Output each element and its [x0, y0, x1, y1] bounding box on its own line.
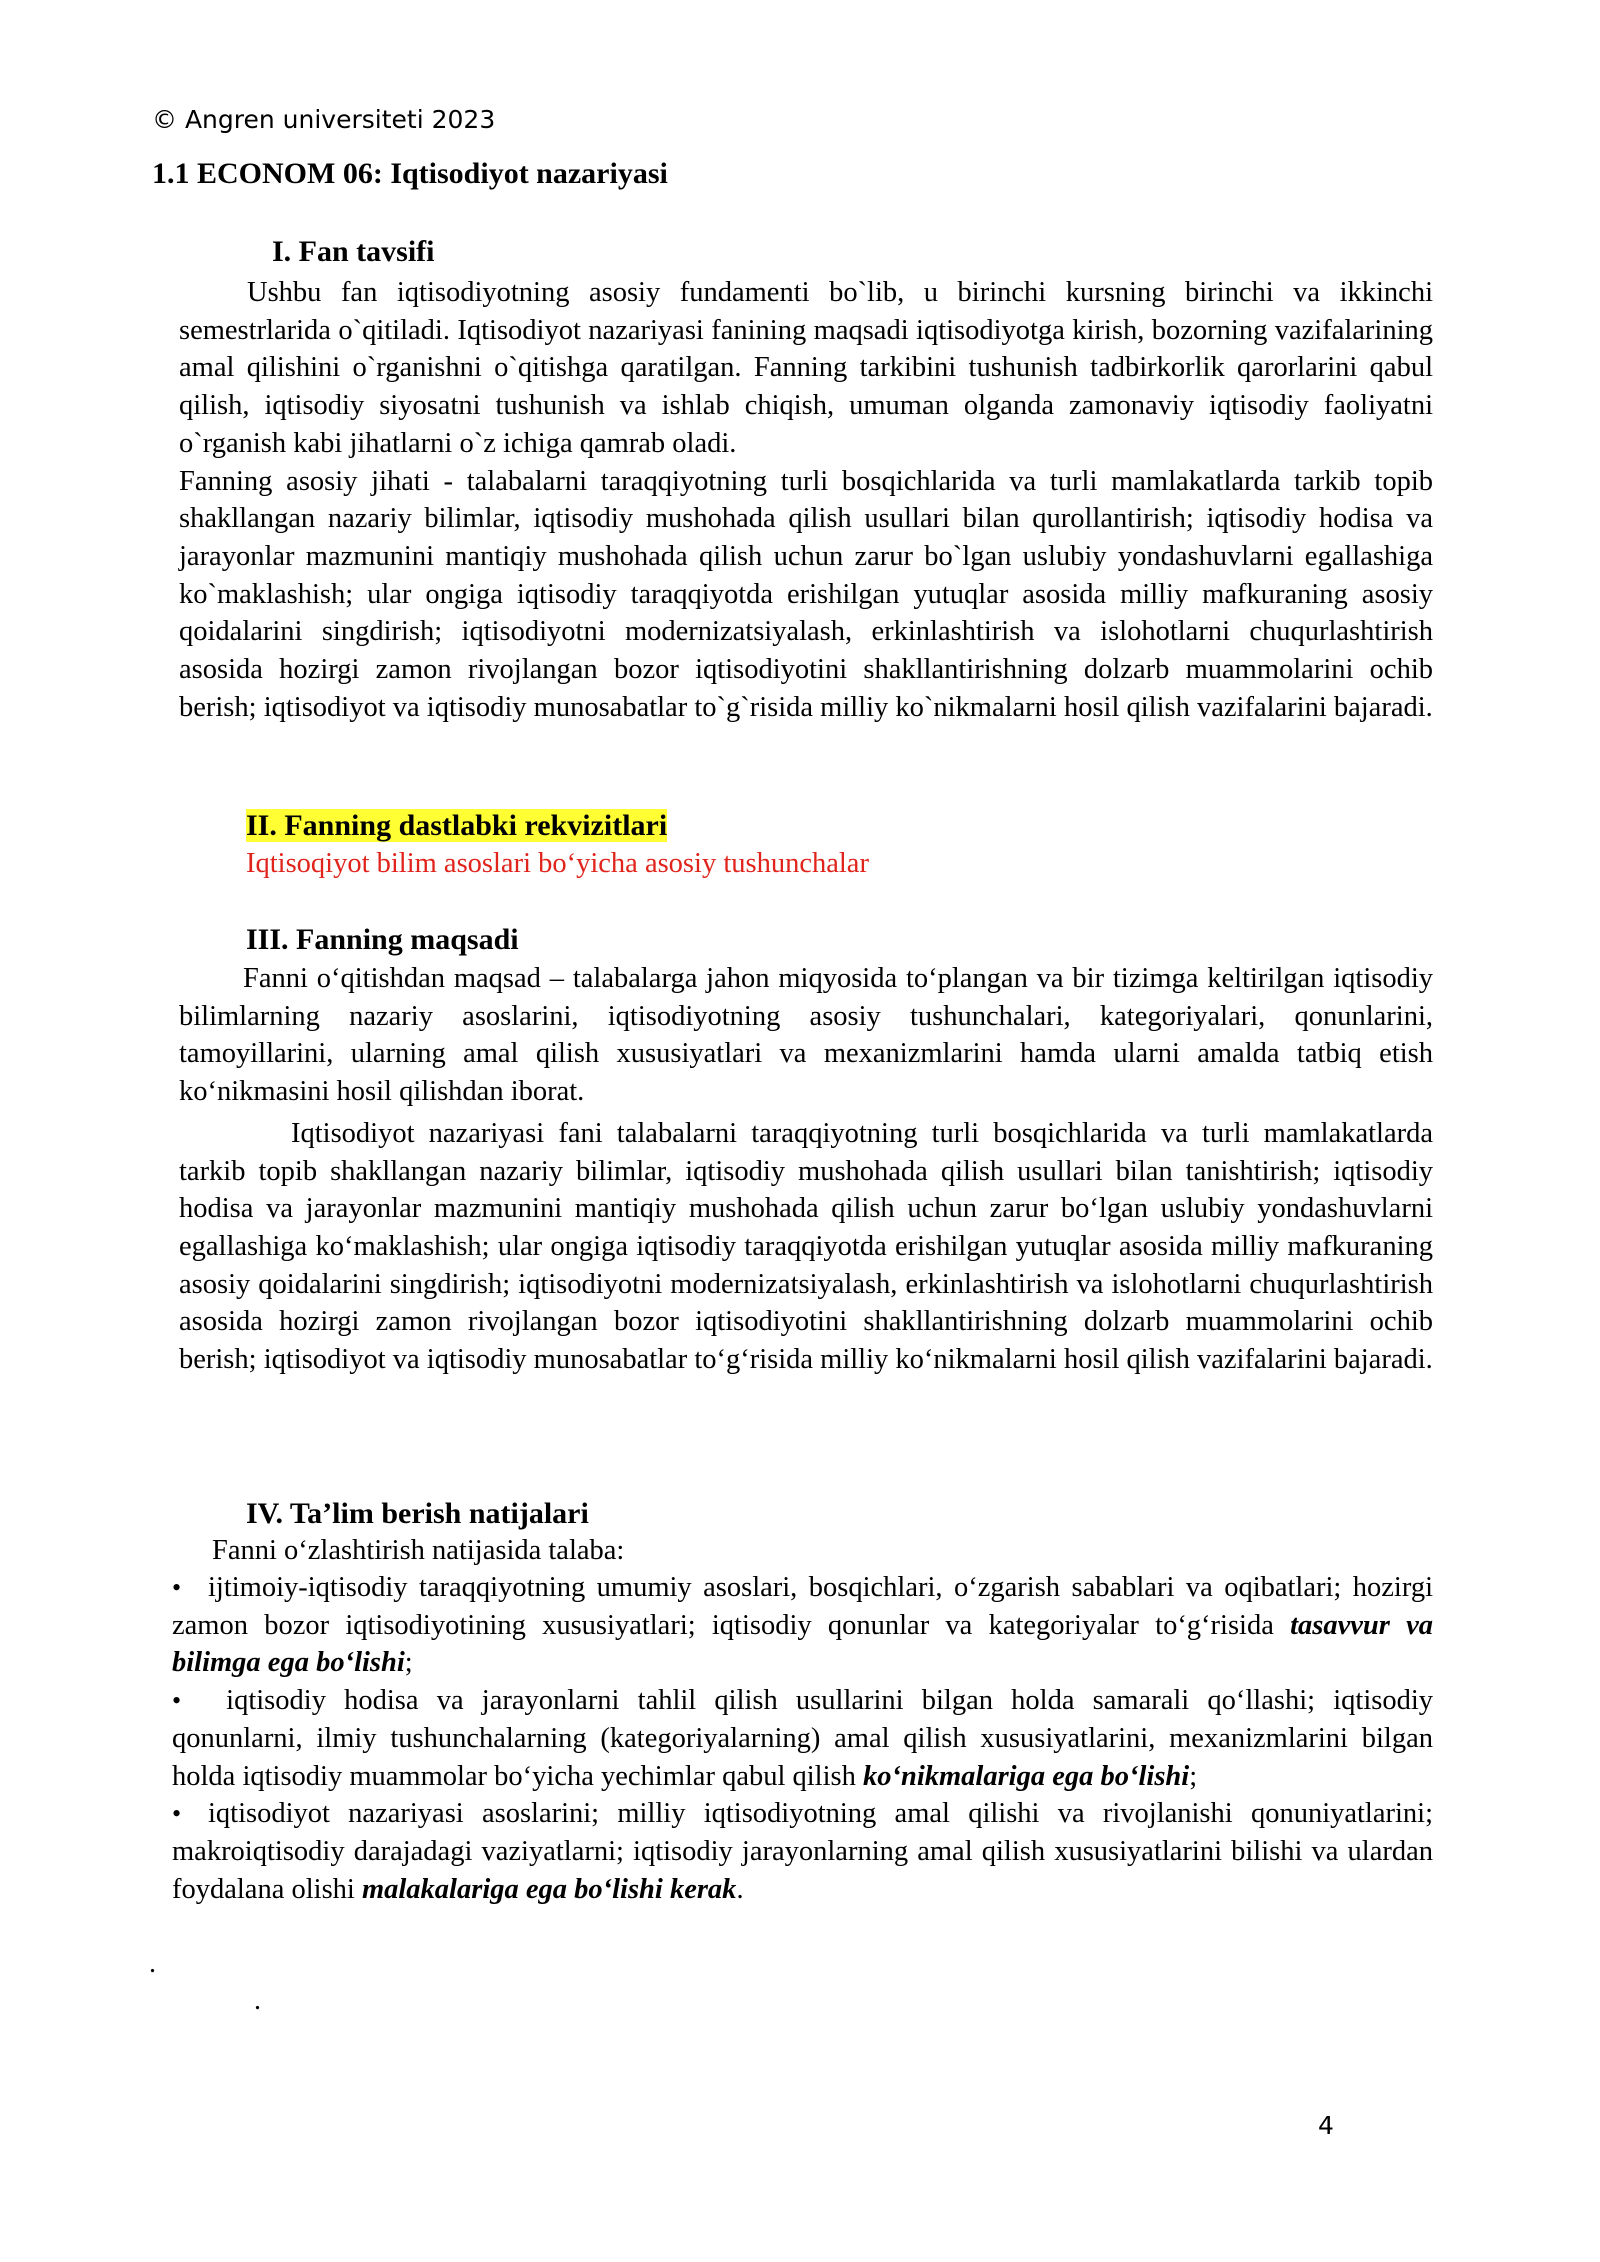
list-item-text: ijtimoiy-iqtisodiy taraqqiyotning umumiy asoslari, bosqichlari, o‘zgarish sabablari va oqibatlari; hozirgi zamon bozor iqtisodiyotining xususiyatlari; iqtisodiy qonunlar va kategoriyalar to‘g‘risida — [172, 1572, 1433, 1641]
copyright-notice: © Angren universiteti 2023 — [152, 105, 496, 134]
bullet-icon: • — [172, 1573, 182, 1602]
list-item-text: iqtisodiyot nazariyasi asoslarini; milliy iqtisodiyotning amal qilishi va rivojlanishi qonuniyatlarini; makroiqtisodiy darajadagi vaziyatlarni; iqtisodiy jarayonlarning amal qilish xususiyatlarini bilishi va ulardan foydalana olishi — [172, 1798, 1433, 1905]
section-heading-outcomes: IV. Ta’lim berish natijalari — [246, 1497, 589, 1530]
description-paragraph: Fanning asosiy jihati - talabalarni taraqqiyotning turli bosqichlarida va turli mamlakatlarda tarkib topib shakllangan nazariy bilimlar, iqtisodiy mushohada qilish usullari bilan qurollantirish; iqtisodiy hodisa va jarayonlar mazmunini mantiqiy mushohada qilish uchun zarur bo`lgan uslubiy yondashuvlarni egallashiga ko`maklashish; ular ongiga iqtisodiy taraqqiyotda erishilgan yutuqlar asosida milliy mafkuraning asosiy qoidalarini singdirish; iqtisodiyotni modernizatsiyalash, erkinlashtirish va islohotlarni chuqurlashtirish asosida hozirgi zamon rivojlangan bozor iqtisodiyotini shakllantirishning dolzarb muammolarini ochib berish; iqtisodiyot va iqtisodiy munosabatlar to`g`risida milliy ko`nikmalarni hosil qilish vazifalarini bajaradi. — [179, 465, 1433, 723]
bullet-icon: • — [172, 1686, 182, 1716]
list-item — [172, 1682, 1433, 1795]
list-item-emphasis: tasavvur va bilimga ega bo‘lishi — [172, 1609, 1433, 1679]
stray-dot: . — [149, 1948, 156, 1979]
outcomes-list — [172, 1569, 1433, 1908]
list-item-text: iqtisodiy hodisa va jarayonlarni tahlil qilish usullarini bilgan holda samarali qo‘llashi; iqtisodiy qonunlarni, ilmiy tushunchalarning (kategoriyalarning) amal qilish xususiyatlarini, mexanizmlarini bilgan holda iqtisodiy muammolar bo‘yicha yechimlar qabul qilish — [172, 1685, 1433, 1792]
section-description-body — [179, 274, 1433, 726]
bullet-icon: • — [172, 1799, 182, 1829]
stray-dot: . — [254, 1985, 261, 2016]
list-item — [172, 1795, 1433, 1908]
list-item — [172, 1569, 1433, 1682]
outcomes-intro: Fanni o‘zlashtirish natijasida talaba: — [212, 1535, 625, 1566]
list-item-tail: . — [736, 1873, 744, 1905]
section-heading-description: I. Fan tavsifi — [272, 235, 435, 268]
page-number: 4 — [1318, 2111, 1334, 2140]
document-title: 1.1 ECONOM 06: Iqtisodiyot nazariyasi — [152, 157, 668, 190]
goal-paragraph: Fanni o‘qitishdan maqsad – talabalarga jahon miqyosida to‘plangan va bir tizimga keltirilgan iqtisodiy bilimlarning nazariy asoslarini, iqtisodiyotning asosiy tushunchalari, kategoriyalari, qonunlarini, tamoyillarini, ularning amal qilish xususiyatlari va mexanizmlarini hamda ularni amalda tatbiq etish ko‘nikmasini hosil qilishdan iborat. — [179, 963, 1433, 1108]
section-goal-body — [179, 960, 1433, 1379]
goal-paragraph: Iqtisodiyot nazariyasi fani talabalarni taraqqiyotning turli bosqichlarida va turli mamlakatlarda tarkib topib shakllangan nazariy bilimlar, iqtisodiy mushohada qilish usullari bilan tanishtirish; iqtisodiy hodisa va jarayonlar mazmunini mantiqiy mushohada qilish uchun zarur bo‘lgan uslubiy yondashuvlarni egallashiga ko‘maklashish; ular ongiga iqtisodiy taraqqiyotda erishilgan yutuqlar asosida milliy mafkuraning asosiy qoidalarini singdirish; iqtisodiyotni modernizatsiyalash, erkinlashtirish va islohotlarni chuqurlashtirish asosida hozirgi zamon rivojlangan bozor iqtisodiyotini shakllantirishning dolzarb muammolarini ochib berish; iqtisodiyot va iqtisodiy munosabatlar to‘g‘risida milliy ko‘nikmalarni hosil qilish vazifalarini bajaradi. — [179, 1117, 1433, 1376]
list-item-emphasis: malakalariga ega bo‘lishi kerak — [361, 1873, 737, 1905]
section-heading-prerequisites — [246, 807, 667, 845]
section-heading-goal: III. Fanning maqsadi — [246, 923, 519, 956]
list-item-tail: ; — [1189, 1760, 1198, 1792]
prerequisites-text: Iqtisoqiyot bilim asoslari bo‘yicha asosiy tushunchalar — [246, 848, 869, 879]
list-item-emphasis: ko‘nikmalariga ega bo‘lishi — [863, 1760, 1190, 1792]
list-item-tail: ; — [404, 1647, 413, 1679]
description-paragraph: Ushbu fan iqtisodiyotning asosiy fundamenti bo`lib, u birinchi kursning birinchi va ikkinchi semestrlarida o`qitiladi. Iqtisodiyot nazariyasi fanining maqsadi iqtisodiyotga kirish, bozorning vazifalarining amal qilishini o`rganishni o`qitishga qaratilgan. Fanning tarkibini tushunish tadbirkorlik qarorlarini qabul qilish, iqtisodiy siyosatni tushunish va ishlab chiqish, umuman olganda zamonaviy iqtisodiy faoliyatni o`rganish kabi jihatlarni o`z ichiga qamrab oladi. — [179, 277, 1433, 459]
highlighted-heading-text: II. Fanning dastlabki rekvizitlari — [246, 809, 668, 842]
